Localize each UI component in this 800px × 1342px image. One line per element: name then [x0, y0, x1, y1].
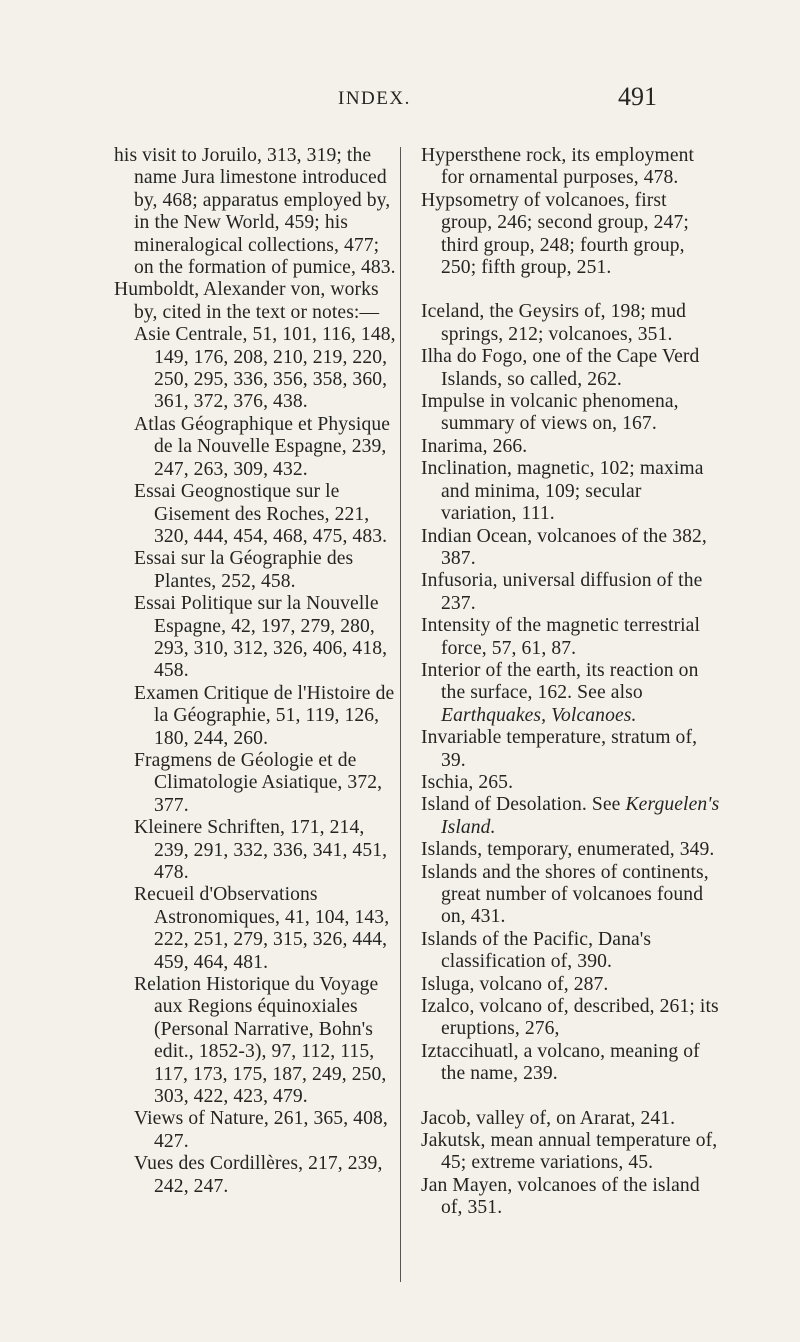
index-entry: Invariable temperature, stratum of, 39. — [421, 727, 698, 771]
index-entry: Intensity of the magnetic terrestrial force, 57, 61, 87. — [421, 615, 700, 659]
index-entry: Islands, temporary, enumerated, 349. — [421, 839, 715, 861]
index-entry: Infusoria, universal diffusion of the 237. — [421, 570, 703, 614]
index-entry: Iceland, the Geysirs of, 198; mud springs, 212; volcanoes, 351. — [421, 301, 687, 345]
index-subentry: Views of Nature, 261, 365, 408, 427. — [134, 1108, 388, 1152]
index-entry: Islands and the shores of continents, great number of volcanoes found on, 431. — [421, 861, 709, 928]
index-subentry: Examen Critique de l'Histoire de la Géographie, 51, 119, 126, 180, 244, 260. — [134, 682, 395, 749]
index-entry: Impulse in volcanic phenomena, summary of views on, 167. — [421, 391, 679, 435]
index-column-left — [114, 145, 396, 1198]
index-entry: Ischia, 265. — [421, 771, 514, 793]
index-entry: Hypsometry of volcanoes, first group, 246; second group, 247; third group, 248; fourth group, 250; fifth group, 251. — [421, 189, 689, 279]
index-subentry: Essai sur la Géographie des Plantes, 252, 458. — [134, 548, 354, 592]
index-entry: Islands of the Pacific, Dana's classification of, 390. — [421, 928, 652, 973]
index-subentry: Essai Geognostique sur le Gisement des Roches, 221, 320, 444, 454, 468, 475, 483. — [134, 481, 388, 547]
index-subentry: Kleinere Schriften, 171, 214, 239, 291, 332, 336, 341, 451, 478. — [134, 817, 388, 883]
index-entry — [421, 660, 721, 727]
index-subentry: Vues des Cordillères, 217, 239, 242, 247. — [134, 1153, 383, 1197]
index-entry: Jan Mayen, volcanoes of the island of, 351. — [421, 1174, 700, 1219]
index-entry: Humboldt, Alexander von, works by, cited in the text or notes:— — [114, 279, 380, 323]
column-divider — [400, 147, 401, 1282]
index-entry: Ilha do Fogo, one of the Cape Verd Islands, so called, 262. — [421, 346, 700, 390]
entry-text: Island of Desolation. See — [421, 794, 621, 816]
index-entry: Indian Ocean, volcanoes of the 382, 387. — [421, 525, 707, 569]
index-subentry: Relation Historique du Voyage aux Regions équinoxiales (Personal Narrative, Bohn's edit., 1852-3), 97, 112, 115, 117, 173, 175, 187, 249, 250, 303, 422, 423, 479. — [134, 974, 387, 1108]
page-header — [0, 82, 800, 118]
index-entry: Inarima, 266. — [421, 435, 528, 457]
page-number: 491 — [618, 82, 657, 111]
index-entry: Jakutsk, mean annual temperature of, 45; extreme variations, 45. — [421, 1130, 718, 1174]
index-column-right — [421, 145, 721, 1220]
index-entry: Inclination, magnetic, 102; maxima and minima, 109; secular variation, 111. — [421, 458, 704, 525]
index-subentry: Fragmens de Géologie et de Climatologie Asiatique, 372, 377. — [134, 749, 383, 816]
index-entry: Isluga, volcano of, 287. — [421, 973, 609, 995]
index-entry: Jacob, valley of, on Ararat, 241. — [421, 1107, 676, 1129]
index-entry: Izalco, volcano of, described, 261; its eruptions, 276, — [421, 996, 719, 1040]
see-also-reference: Kerguelen's Island. — [441, 794, 720, 838]
index-subentry: Atlas Géographique et Physique de la Nouvelle Espagne, 239, 247, 263, 309, 432. — [134, 413, 391, 480]
see-also-reference: Earthquakes, Volcanoes. — [441, 704, 637, 726]
entry-text: Interior of the earth, its reaction on the surface, 162. See also — [421, 659, 699, 704]
index-entry: his visit to Joruilo, 313, 319; the name Jura limestone introduced by, 468; apparatus employed by, in the New World, 459; his mineralogical collections, 477; on the formation of pumice, 483. — [114, 145, 396, 279]
index-entry: Iztaccihuatl, a volcano, meaning of the name, 239. — [421, 1040, 700, 1085]
index-entry: Hypersthene rock, its employment for ornamental purposes, 478. — [421, 145, 695, 189]
index-entry — [421, 794, 721, 839]
index-subentry: Recueil d'Observations Astronomiques, 41, 104, 143, 222, 251, 279, 315, 326, 444, 459, 464, 481. — [134, 884, 390, 973]
running-title: INDEX. — [338, 88, 411, 109]
index-subentry: Asie Centrale, 51, 101, 116, 148, 149, 176, 208, 210, 219, 220, 250, 295, 336, 356, 358, 360, 361, 372, 376, 438. — [134, 324, 396, 413]
index-subentry: Essai Politique sur la Nouvelle Espagne, 42, 197, 279, 280, 293, 310, 312, 326, 406, 418, 458. — [134, 593, 388, 682]
